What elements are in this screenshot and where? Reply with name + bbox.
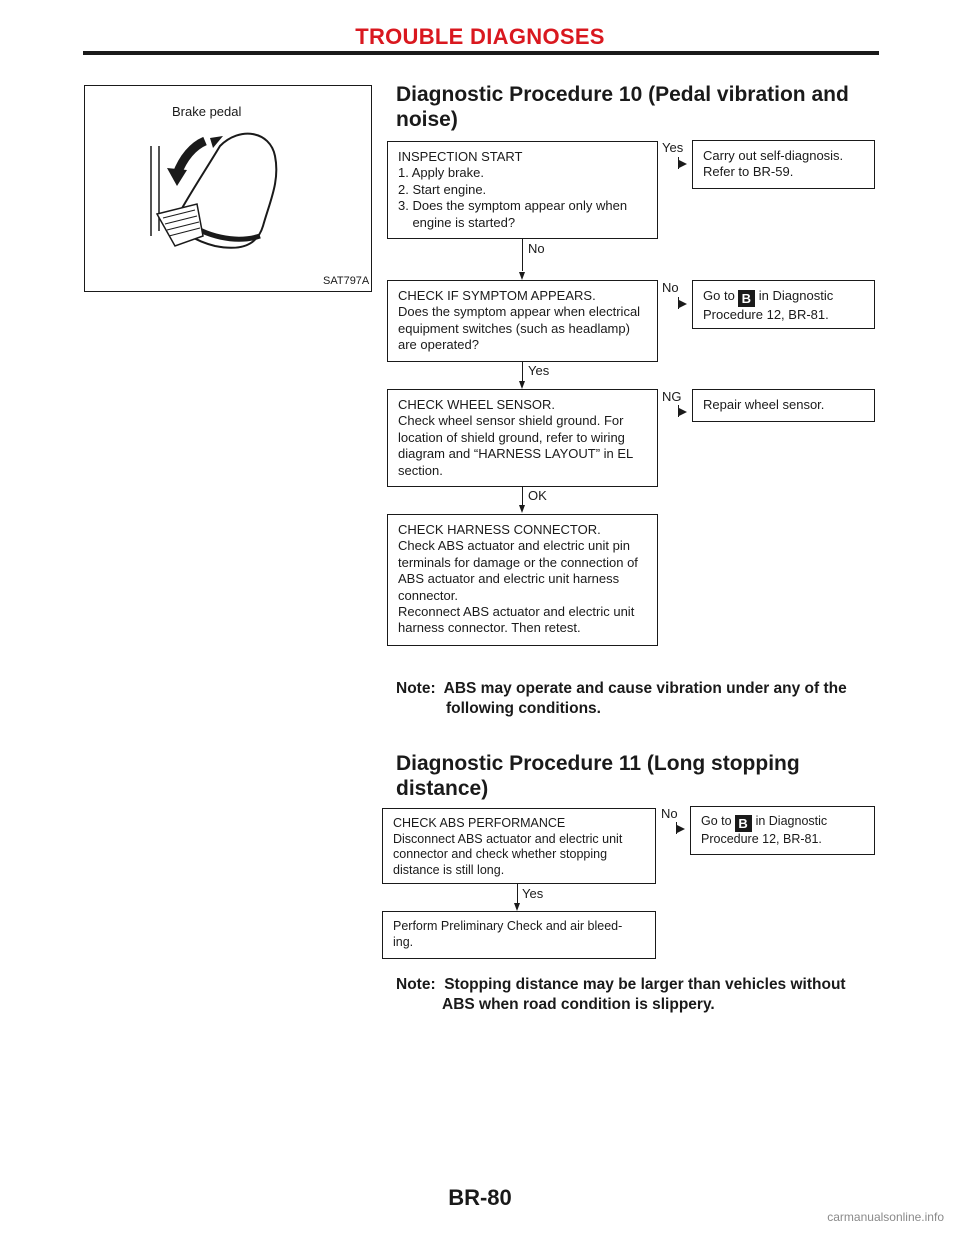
box-line: Carry out self-diagnosis. [703,148,844,163]
flow-connector [522,487,523,505]
arrow-right-icon [679,160,687,168]
box-line: CHECK ABS PERFORMANCE [393,816,566,830]
box-line: connector. [398,587,458,603]
goto-suffix: in Diagnostic [755,814,828,828]
branch-label-ng: NG [662,389,682,404]
procedure-10-note [396,679,847,719]
result-self-diagnosis-box [692,140,875,189]
box-line: connector and check whether stopping [393,847,608,861]
b-step-icon: B [738,290,755,307]
b-step-icon: B [735,815,752,832]
box-line: 3. Does the symptom appear only when [398,198,628,214]
procedure-11-note [396,975,846,1015]
box-line: engine is started? [398,214,516,230]
header-rule [83,51,879,55]
box-line: Procedure 12, BR-81. [703,307,829,322]
branch-label-ok: OK [528,488,547,503]
box-line [703,288,864,307]
goto-suffix: in Diagnostic [758,288,834,303]
box-line: CHECK WHEEL SENSOR. [398,397,555,412]
flow-connector [522,362,523,381]
box-line: distance is still long. [393,862,505,877]
arrow-right-icon [677,825,685,833]
procedure-10-heading-line2: noise) [396,108,458,131]
check-wheel-sensor-box [387,389,658,487]
box-line: CHECK IF SYMPTOM APPEARS. [398,288,596,303]
note-line: Note: Stopping distance may be larger than vehicles without [396,976,846,993]
page-header-title: TROUBLE DIAGNOSES [355,24,605,49]
box-line: Repair wheel sensor. [703,397,825,412]
box-line: Perform Preliminary Check and air bleed- [393,919,623,933]
figure-caption: Brake pedal [172,104,242,119]
procedure-10-heading [396,82,849,132]
branch-label-no: No [662,280,679,295]
procedure-11-heading-line1: Diagnostic Procedure 11 (Long stopping [396,752,800,775]
box-line: section. [398,462,443,478]
box-line: harness connector. Then retest. [398,620,581,636]
box-line: 2. Start engine. [398,181,487,197]
flow-connector [522,239,523,271]
note-line: Note: ABS may operate and cause vibration under any of the [396,680,847,697]
flow-connector [517,884,518,903]
figure-id: SAT797A [323,275,370,287]
box-line: Check wheel sensor shield ground. For [398,413,624,429]
box-line: Check ABS actuator and electric unit pin [398,538,630,554]
result-goto-box [692,280,875,329]
box-line: diagram and “HARNESS LAYOUT” in EL [398,446,634,462]
procedure-10-heading-line1: Diagnostic Procedure 10 (Pedal vibration and [396,83,849,106]
box-line: Procedure 12, BR-81. [701,832,822,846]
arrow-right-icon [679,408,687,416]
watermark: carmanualsonline.info [827,1210,944,1224]
box-line: Reconnect ABS actuator and electric unit [398,604,635,620]
box-line: Does the symptom appear when electrical [398,304,641,320]
box-line: terminals for damage or the connection of [398,554,638,570]
branch-label-yes: Yes [662,140,684,155]
branch-label-no: No [661,806,678,821]
arrow-down-icon [519,272,525,280]
box-line: INSPECTION START [398,149,523,164]
check-harness-connector-box [387,514,658,646]
arrow-down-icon [519,505,525,513]
arrow-down-icon [514,903,520,911]
preliminary-check-box [382,911,656,959]
box-line: equipment switches (such as headlamp) [398,320,630,336]
box-line: location of shield ground, refer to wiring [398,429,625,445]
check-abs-performance-box [382,808,656,884]
check-symptom-box [387,280,658,362]
result-repair-sensor-box [692,389,875,422]
goto-prefix: Go to [703,288,735,303]
box-line: Refer to BR-59. [703,164,794,180]
arrow-down-icon [519,381,525,389]
page-number: BR-80 [448,1185,512,1210]
goto-prefix: Go to [701,814,732,828]
inspection-start-box [387,141,658,239]
box-line: Disconnect ABS actuator and electric unit [393,831,623,846]
note-line: ABS when road condition is slippery. [442,996,715,1013]
box-line: ABS actuator and electric unit harness [398,571,620,587]
arrow-right-icon [679,300,687,308]
box-line: ing. [393,934,414,949]
branch-label-yes: Yes [528,363,550,378]
procedure-11-heading-line2: distance) [396,777,489,800]
box-line: CHECK HARNESS CONNECTOR. [398,522,601,537]
box-line [701,814,864,832]
result-goto-box [690,806,875,855]
box-line: 1. Apply brake. [398,165,484,181]
box-line: are operated? [398,337,479,353]
branch-label-yes: Yes [522,886,544,901]
branch-label-no: No [528,241,545,256]
note-line: following conditions. [446,700,601,717]
procedure-11-heading [396,751,800,801]
